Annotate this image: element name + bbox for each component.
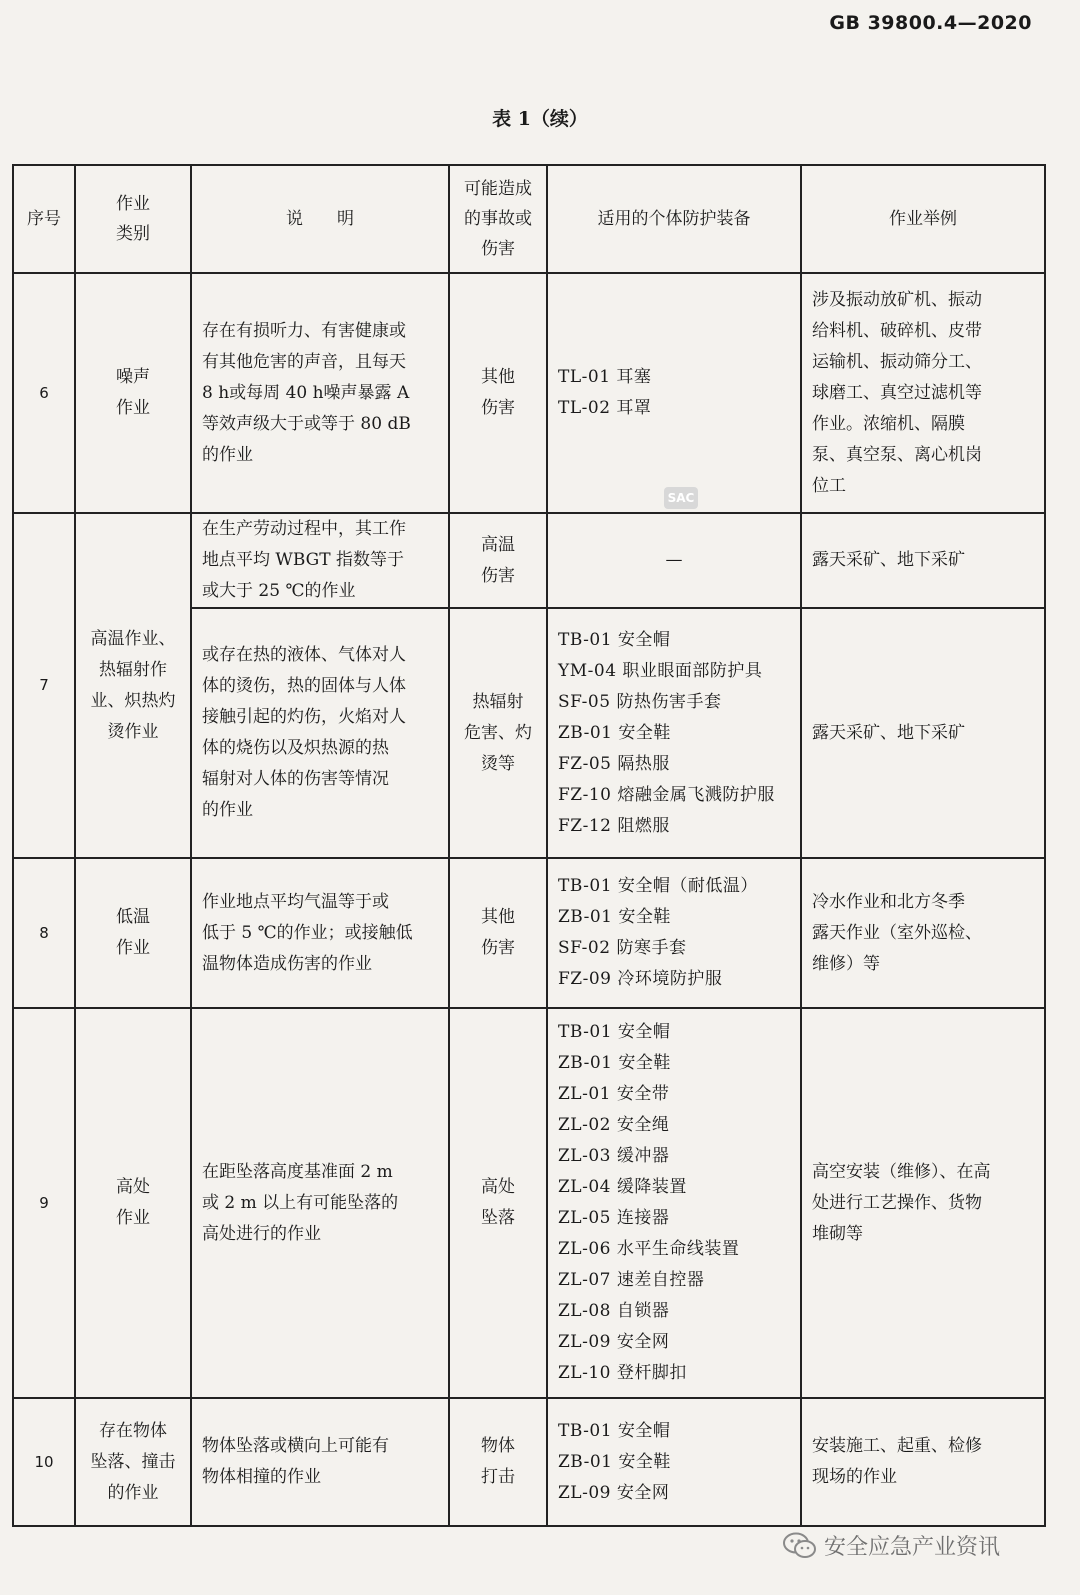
row-category: 高处 作业 xyxy=(75,1008,191,1398)
row-seq: 10 xyxy=(13,1398,75,1526)
row-hazard: 其他 伤害 xyxy=(449,273,547,513)
row-examples: 露天采矿、地下采矿 xyxy=(801,513,1045,608)
row-description: 在生产劳动过程中，其工作 地点平均 WBGT 指数等于 或大于 25 ℃的作业 xyxy=(191,513,449,608)
table-row-7 xyxy=(13,513,1045,608)
row-seq: 6 xyxy=(13,273,75,513)
row-examples: 安装施工、起重、检修 现场的作业 xyxy=(801,1398,1045,1526)
row-equipment: TB-01 安全帽 YM-04 职业眼面部防护具 SF-05 防热伤害手套 ZB-01 安全鞋 FZ-05 隔热服 FZ-10 熔融金属飞溅防护服 FZ-12 阻燃服 xyxy=(547,608,801,858)
row-hazard: 热辐射 危害、灼 烫等 xyxy=(449,608,547,858)
row-description: 物体坠落或横向上可能有 物体相撞的作业 xyxy=(191,1398,449,1526)
row-hazard: 高温 伤害 xyxy=(449,513,547,608)
header-equipment: 适用的个体防护装备 xyxy=(547,165,801,273)
table-caption: 表 1（续） xyxy=(492,108,588,130)
header-examples: 作业举例 xyxy=(801,165,1045,273)
row-hazard: 其他 伤害 xyxy=(449,858,547,1008)
table-row-9 xyxy=(13,1008,1045,1398)
header-category: 作业 类别 xyxy=(75,165,191,273)
footer-watermark-text: 安全应急产业资讯 xyxy=(824,1535,1001,1560)
table-row-8 xyxy=(13,858,1045,1008)
row-equipment: TB-01 安全帽（耐低温） ZB-01 安全鞋 SF-02 防寒手套 FZ-09 冷环境防护服 xyxy=(547,858,801,1008)
row-description: 存在有损听力、有害健康或 有其他危害的声音，且每天 8 h或每周 40 h噪声暴露 A 等效声级大于或等于 80 dB 的作业 xyxy=(191,273,449,513)
row-category: 高温作业、 热辐射作 业、炽热灼 烫作业 xyxy=(75,513,191,858)
table-header-row xyxy=(13,165,1045,273)
protective-equipment-table xyxy=(12,164,1046,1527)
row-seq: 8 xyxy=(13,858,75,1008)
row-equipment: — xyxy=(547,513,801,608)
row-hazard: 物体 打击 xyxy=(449,1398,547,1526)
row-category: 低温 作业 xyxy=(75,858,191,1008)
row-examples: 冷水作业和北方冬季 露天作业（室外巡检、 维修）等 xyxy=(801,858,1045,1008)
row-equipment: TL-01 耳塞 TL-02 耳罩 xyxy=(547,273,801,513)
row-equipment: TB-01 安全帽 ZB-01 安全鞋 ZL-09 安全网 xyxy=(547,1398,801,1526)
row-seq: 9 xyxy=(13,1008,75,1398)
row-examples: 涉及振动放矿机、振动 给料机、破碎机、皮带 运输机、振动筛分工、 球磨工、真空过滤机等 作业。浓缩机、隔膜 泵、真空泵、离心机岗 位工 xyxy=(801,273,1045,513)
row-category: 噪声 作业 xyxy=(75,273,191,513)
row-seq: 7 xyxy=(13,513,75,858)
row-equipment: TB-01 安全帽 ZB-01 安全鞋 ZL-01 安全带 ZL-02 安全绳 ZL-03 缓冲器 ZL-04 缓降装置 ZL-05 连接器 ZL-06 水平生命线装置 ZL-07 速差自控器 ZL-08 自锁器 ZL-09 安全网 ZL-10 登杆脚扣 xyxy=(547,1008,801,1398)
table-row-10 xyxy=(13,1398,1045,1526)
row-category: 存在物体 坠落、撞击 的作业 xyxy=(75,1398,191,1526)
table-row-6 xyxy=(13,273,1045,513)
row-description: 或存在热的液体、气体对人 体的烫伤，热的固体与人体 接触引起的灼伤，火焰对人 体的烧伤以及炽热源的热 辐射对人体的伤害等情况 的作业 xyxy=(191,608,449,858)
header-seq: 序号 xyxy=(13,165,75,273)
row-examples: 高空安装（维修）、在高 处进行工艺操作、货物 堆砌等 xyxy=(801,1008,1045,1398)
row-description: 在距坠落高度基准面 2 m 或 2 m 以上有可能坠落的 高处进行的作业 xyxy=(191,1008,449,1398)
row-hazard: 高处 坠落 xyxy=(449,1008,547,1398)
standard-number: GB 39800.4—2020 xyxy=(829,12,1032,34)
header-description: 说 明 xyxy=(191,165,449,273)
row-description: 作业地点平均气温等于或 低于 5 ℃的作业；或接触低 温物体造成伤害的作业 xyxy=(191,858,449,1008)
wechat-icon xyxy=(782,1531,818,1561)
row-examples: 露天采矿、地下采矿 xyxy=(801,608,1045,858)
header-hazard: 可能造成 的事故或 伤害 xyxy=(449,165,547,273)
sac-watermark-logo: SAC xyxy=(664,487,698,509)
footer-watermark xyxy=(782,1530,1000,1561)
